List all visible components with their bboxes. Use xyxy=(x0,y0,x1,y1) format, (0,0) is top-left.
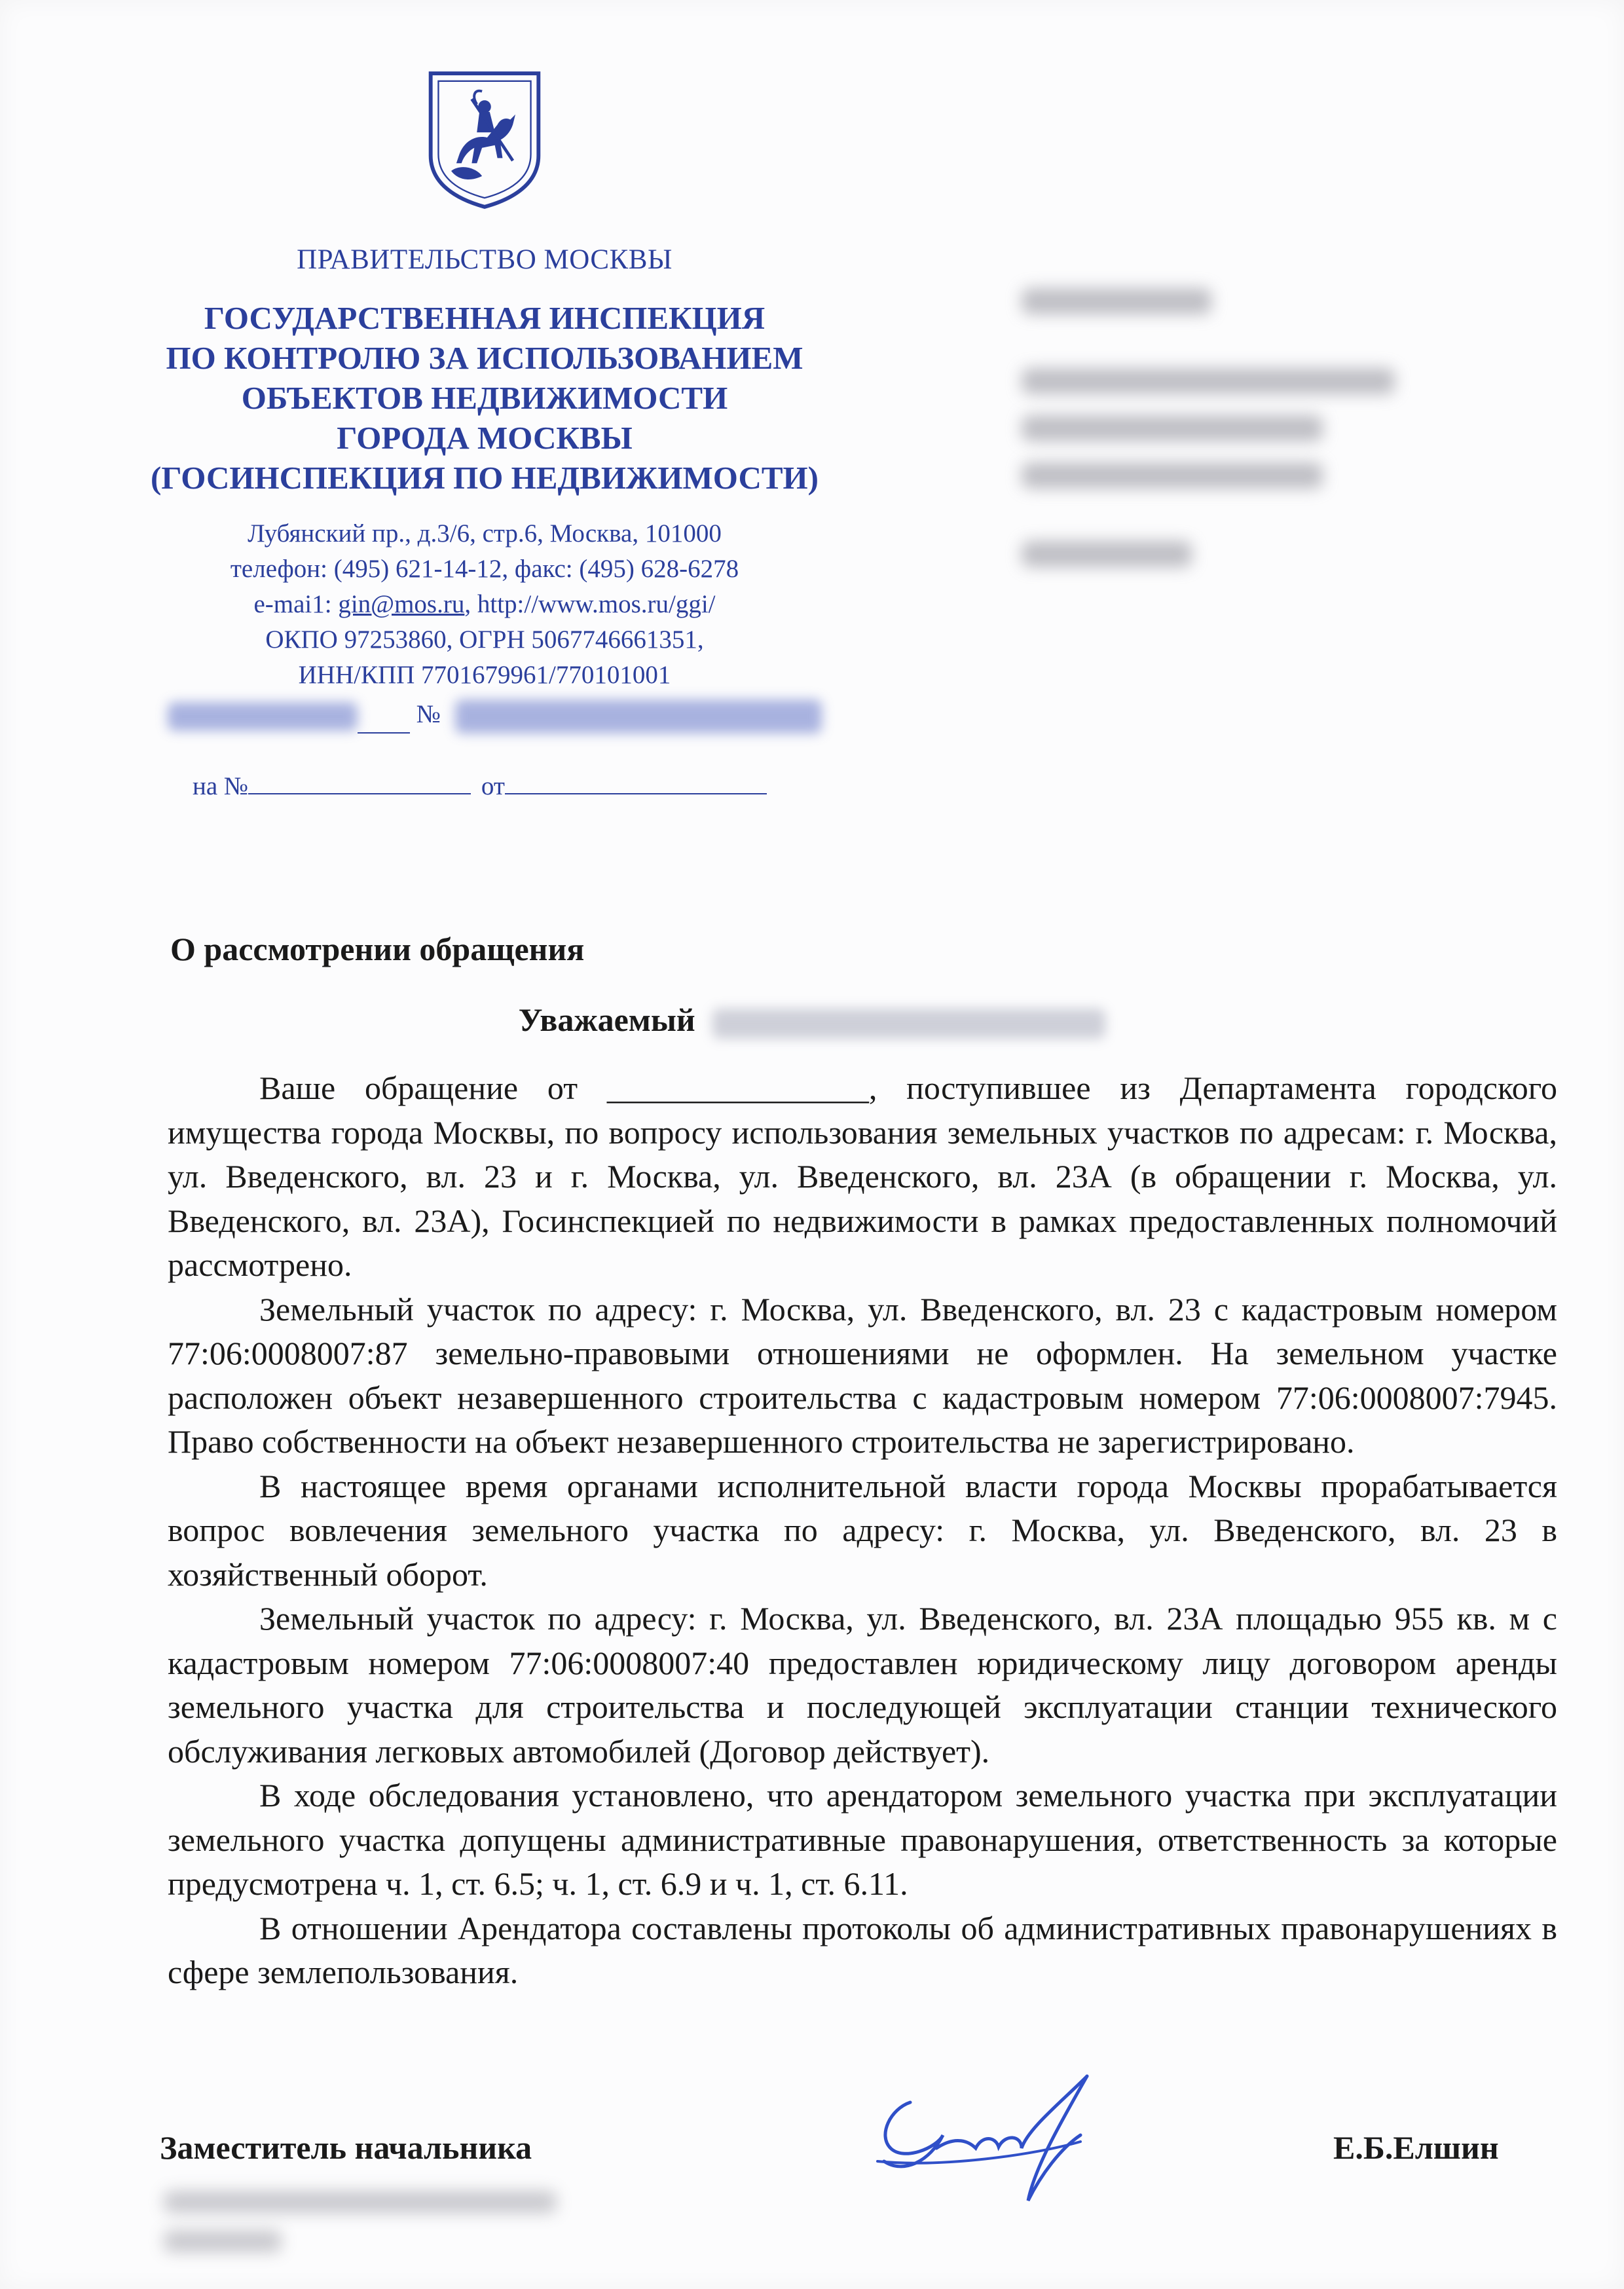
letterhead xyxy=(111,65,858,693)
redacted-address-line xyxy=(1022,368,1395,394)
body-paragraph: Земельный участок по адресу: г. Москва, ул. Введенского, вл. 23 с кадастровым номером 77:06:0008007:87 земельно-правовыми отношениями не оформлен. На земельном участке расположен объект незавершенного строительства с кадастровым номером 77:06:0008007:7945. Право собственности на объект незавершенного строительства не зарегистрировано. xyxy=(168,1290,1557,1460)
redacted-executor-line xyxy=(164,2230,282,2252)
redacted-date xyxy=(168,702,358,731)
salutation-word: Уважаемый xyxy=(518,1001,695,1038)
agency-line: (ГОСИНСПЕКЦИЯ ПО НЕДВИЖИМОСТИ) xyxy=(151,460,819,496)
agency-line: ОБЪЕКТОВ НЕДВИЖИМОСТИ xyxy=(241,380,728,416)
postal-address: Лубянский пр., д.3/6, стр.6, Москва, 101000 xyxy=(248,519,722,548)
body-paragraph: В настоящее время органами исполнительной власти города Москвы прорабатывается вопрос вовлечения земельного участка по адресу: г. Москва, ул. Введенского, вл. 23 в хозяйственный оборот. xyxy=(168,1467,1557,1593)
phone-fax: телефон: (495) 621-14-12, факс: (495) 628-6278 xyxy=(230,555,739,583)
from-label: от xyxy=(481,772,505,800)
executor-block xyxy=(164,2191,570,2269)
salutation xyxy=(0,1001,1624,1039)
agency-line: ГОСУДАРСТВЕННАЯ ИНСПЕКЦИЯ xyxy=(204,300,766,336)
signatory-name: Е.Б.Елшин xyxy=(1333,2129,1499,2166)
email-web xyxy=(111,587,858,622)
reply-date-blank xyxy=(505,793,767,794)
okpo-ogrn: ОКПО 97253860, ОГРН 5067746661351, xyxy=(265,625,704,654)
agency-name xyxy=(111,298,858,498)
government-name: ПРАВИТЕЛЬСТВО МОСКВЫ xyxy=(297,244,673,275)
reply-label: на № xyxy=(193,772,249,800)
reply-ref-line xyxy=(193,772,767,801)
outgoing-ref-line xyxy=(168,699,822,734)
email-link[interactable]: gin@mos.ru xyxy=(338,590,465,618)
letter-subject: О рассмотрении обращения xyxy=(170,931,585,967)
letter-body xyxy=(168,1066,1557,1995)
signatory-title: Заместитель начальника xyxy=(160,2129,532,2166)
body-paragraph: Ваше обращение от ________________, поступившее из Департамента городского имущества города Москвы, по вопросу использования земельных участков по адресам: г. Москва, ул. Введенского, вл. 23 и г. Москва, ул. Введенского, вл. 23А (в обращении г. Москва, ул. Введенского, вл. 23А), Госинспекцией по недвижимости в рамках предоставленных полномочий рассмотрено. xyxy=(168,1070,1557,1283)
redacted-number xyxy=(455,699,822,734)
redacted-addressee-name xyxy=(1022,288,1211,314)
redacted-executor-line xyxy=(164,2191,557,2213)
moscow-coat-of-arms-icon xyxy=(420,65,549,211)
redacted-recipient-name xyxy=(712,1009,1105,1039)
inn-kpp: ИНН/КПП 7701679961/770101001 xyxy=(298,661,671,689)
redacted-email xyxy=(1022,541,1192,567)
redacted-address-line xyxy=(1022,415,1323,441)
redacted-address-line xyxy=(1022,462,1323,489)
body-paragraph: В отношении Арендатора составлены протоколы об административных правонарушениях в сфере землепользования. xyxy=(168,1909,1557,1990)
body-paragraph: Земельный участок по адресу: г. Москва, ул. Введенского, вл. 23А площадью 955 кв. м с кадастровым номером 77:06:0008007:40 предоставлен юридическому лицу договором аренды земельного участка для строительства и последующей эксплуатации станции технического обслуживания легковых автомобилей (Договор действует). xyxy=(168,1600,1557,1770)
web-link[interactable]: , http://www.mos.ru/ggi/ xyxy=(464,590,716,618)
date-underline xyxy=(358,732,410,734)
body-paragraph: В ходе обследования установлено, что арендатором земельного участка при эксплуатации земельного участка допущены административные правонарушения, ответственность за которые предусмотрена ч. 1, ст. 6.5; ч. 1, ст. 6.9 и ч. 1, ст. 6.11. xyxy=(168,1777,1557,1902)
agency-line: ГОРОДА МОСКВЫ xyxy=(337,420,633,456)
number-label: № xyxy=(416,700,441,728)
agency-line: ПО КОНТРОЛЮ ЗА ИСПОЛЬЗОВАНИЕМ xyxy=(166,340,803,376)
contact-block xyxy=(111,516,858,693)
email-prefix: e-mai1: xyxy=(253,590,339,618)
handwritten-signature xyxy=(864,2063,1139,2214)
reply-number-blank xyxy=(248,793,471,794)
addressee-block xyxy=(1022,288,1428,588)
